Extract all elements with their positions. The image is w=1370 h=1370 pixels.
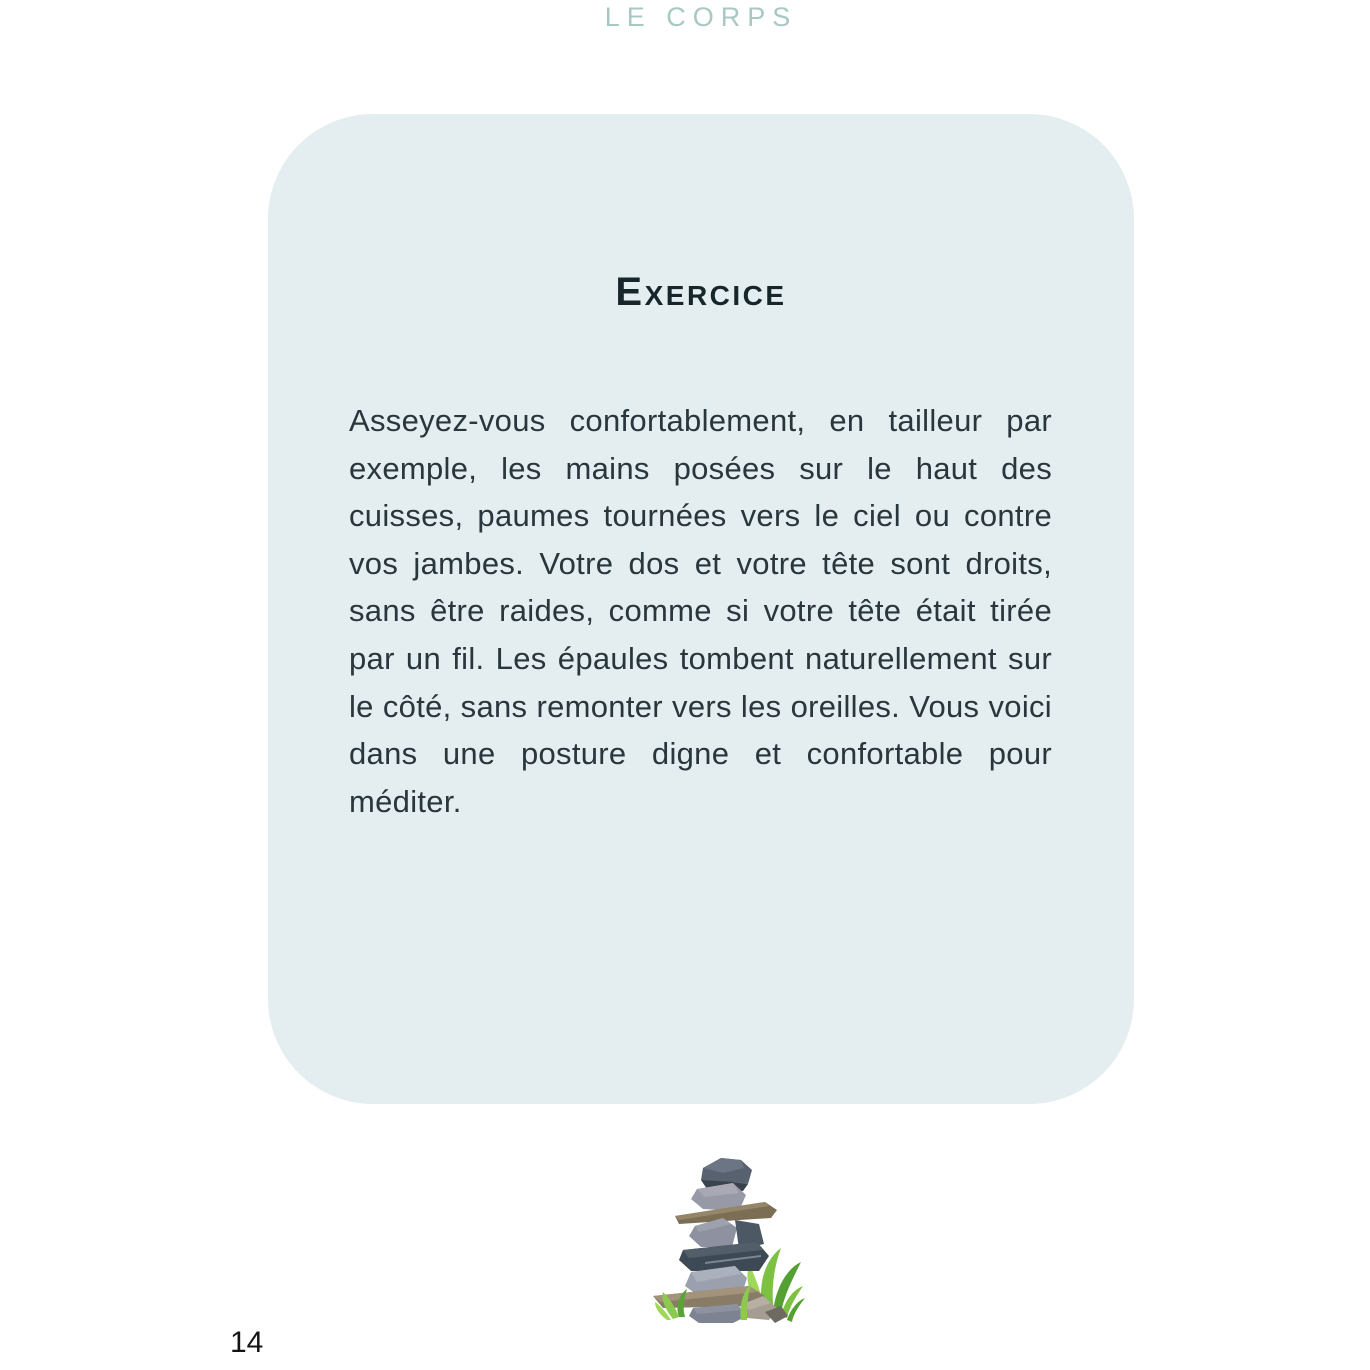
page-number: 14 <box>230 1326 264 1359</box>
running-header: LE CORPS <box>604 2 798 32</box>
exercise-title: Exercice <box>615 270 787 314</box>
exercise-paragraph: Asseyez-vous confortablement, en tailleur par exemple, les mains posées sur le haut des cuisses, paumes tournées vers le ciel ou contre vos jambes. Votre dos et votre tête sont droits, sans être raides, comme si votre tête était tirée par un fil. Les épaules tombent naturellement sur le côté, sans remonter vers les oreilles. Vous voici dans une posture digne et confortable pour méditer. <box>349 403 1052 819</box>
exercise-card <box>268 114 1134 1104</box>
stone-cairn-illustration <box>645 1154 805 1324</box>
stone-cairn-icon <box>645 1154 805 1324</box>
